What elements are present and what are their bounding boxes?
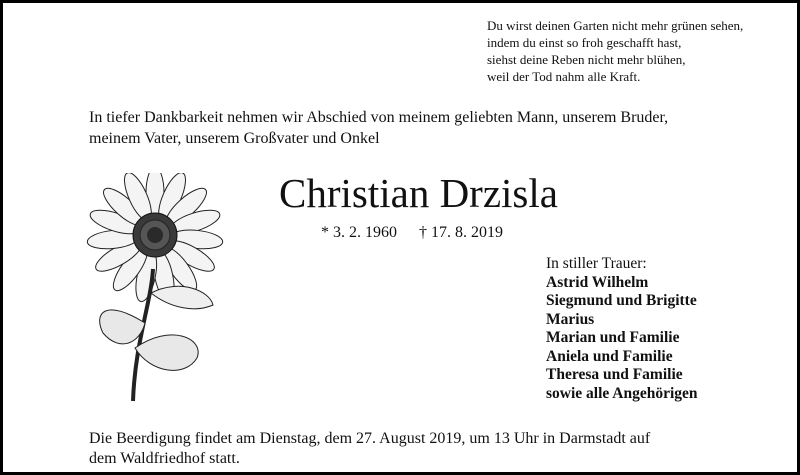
birth-date: * 3. 2. 1960 — [321, 224, 397, 241]
death-date: † 17. 8. 2019 — [419, 224, 503, 241]
mourner-name: sowie alle Angehörigen — [546, 384, 698, 402]
mourners-list — [546, 255, 698, 403]
funeral-line: dem Waldfriedhof statt. — [89, 450, 240, 467]
intro-line: In tiefer Dankbarkeit nehmen wir Abschied von meinem geliebten Mann, unserem Bruder, — [89, 109, 669, 126]
funeral-info — [89, 429, 729, 469]
intro-text — [89, 107, 729, 149]
mourner-name: Aniela und Familie — [546, 347, 673, 365]
mourner-name: Marius — [546, 310, 595, 328]
poem-line: Du wirst deinen Garten nicht mehr grünen sehen, — [487, 18, 744, 33]
sunflower-icon — [85, 173, 225, 403]
mourner-name: Marian und Familie — [546, 329, 680, 346]
mourner-name: Siegmund und Brigitte — [546, 292, 697, 309]
poem — [487, 17, 743, 85]
mourner-name: Theresa und Familie — [546, 366, 683, 383]
intro-line: meinem Vater, unserem Großvater und Onkel — [89, 130, 380, 147]
mourners-heading: In stiller Trauer: — [546, 255, 647, 272]
poem-line: indem du einst so froh geschafft hast, — [487, 35, 682, 50]
deceased-name: Christian Drzisla — [279, 170, 558, 216]
poem-line: weil der Tod nahm alle Kraft. — [487, 69, 641, 84]
poem-line: siehst deine Reben nicht mehr blühen, — [487, 52, 686, 67]
mourner-name: Astrid Wilhelm — [546, 273, 649, 291]
life-dates — [321, 223, 503, 243]
funeral-line: Die Beerdigung findet am Dienstag, dem 27. August 2019, um 13 Uhr in Darmstadt auf — [89, 430, 651, 447]
